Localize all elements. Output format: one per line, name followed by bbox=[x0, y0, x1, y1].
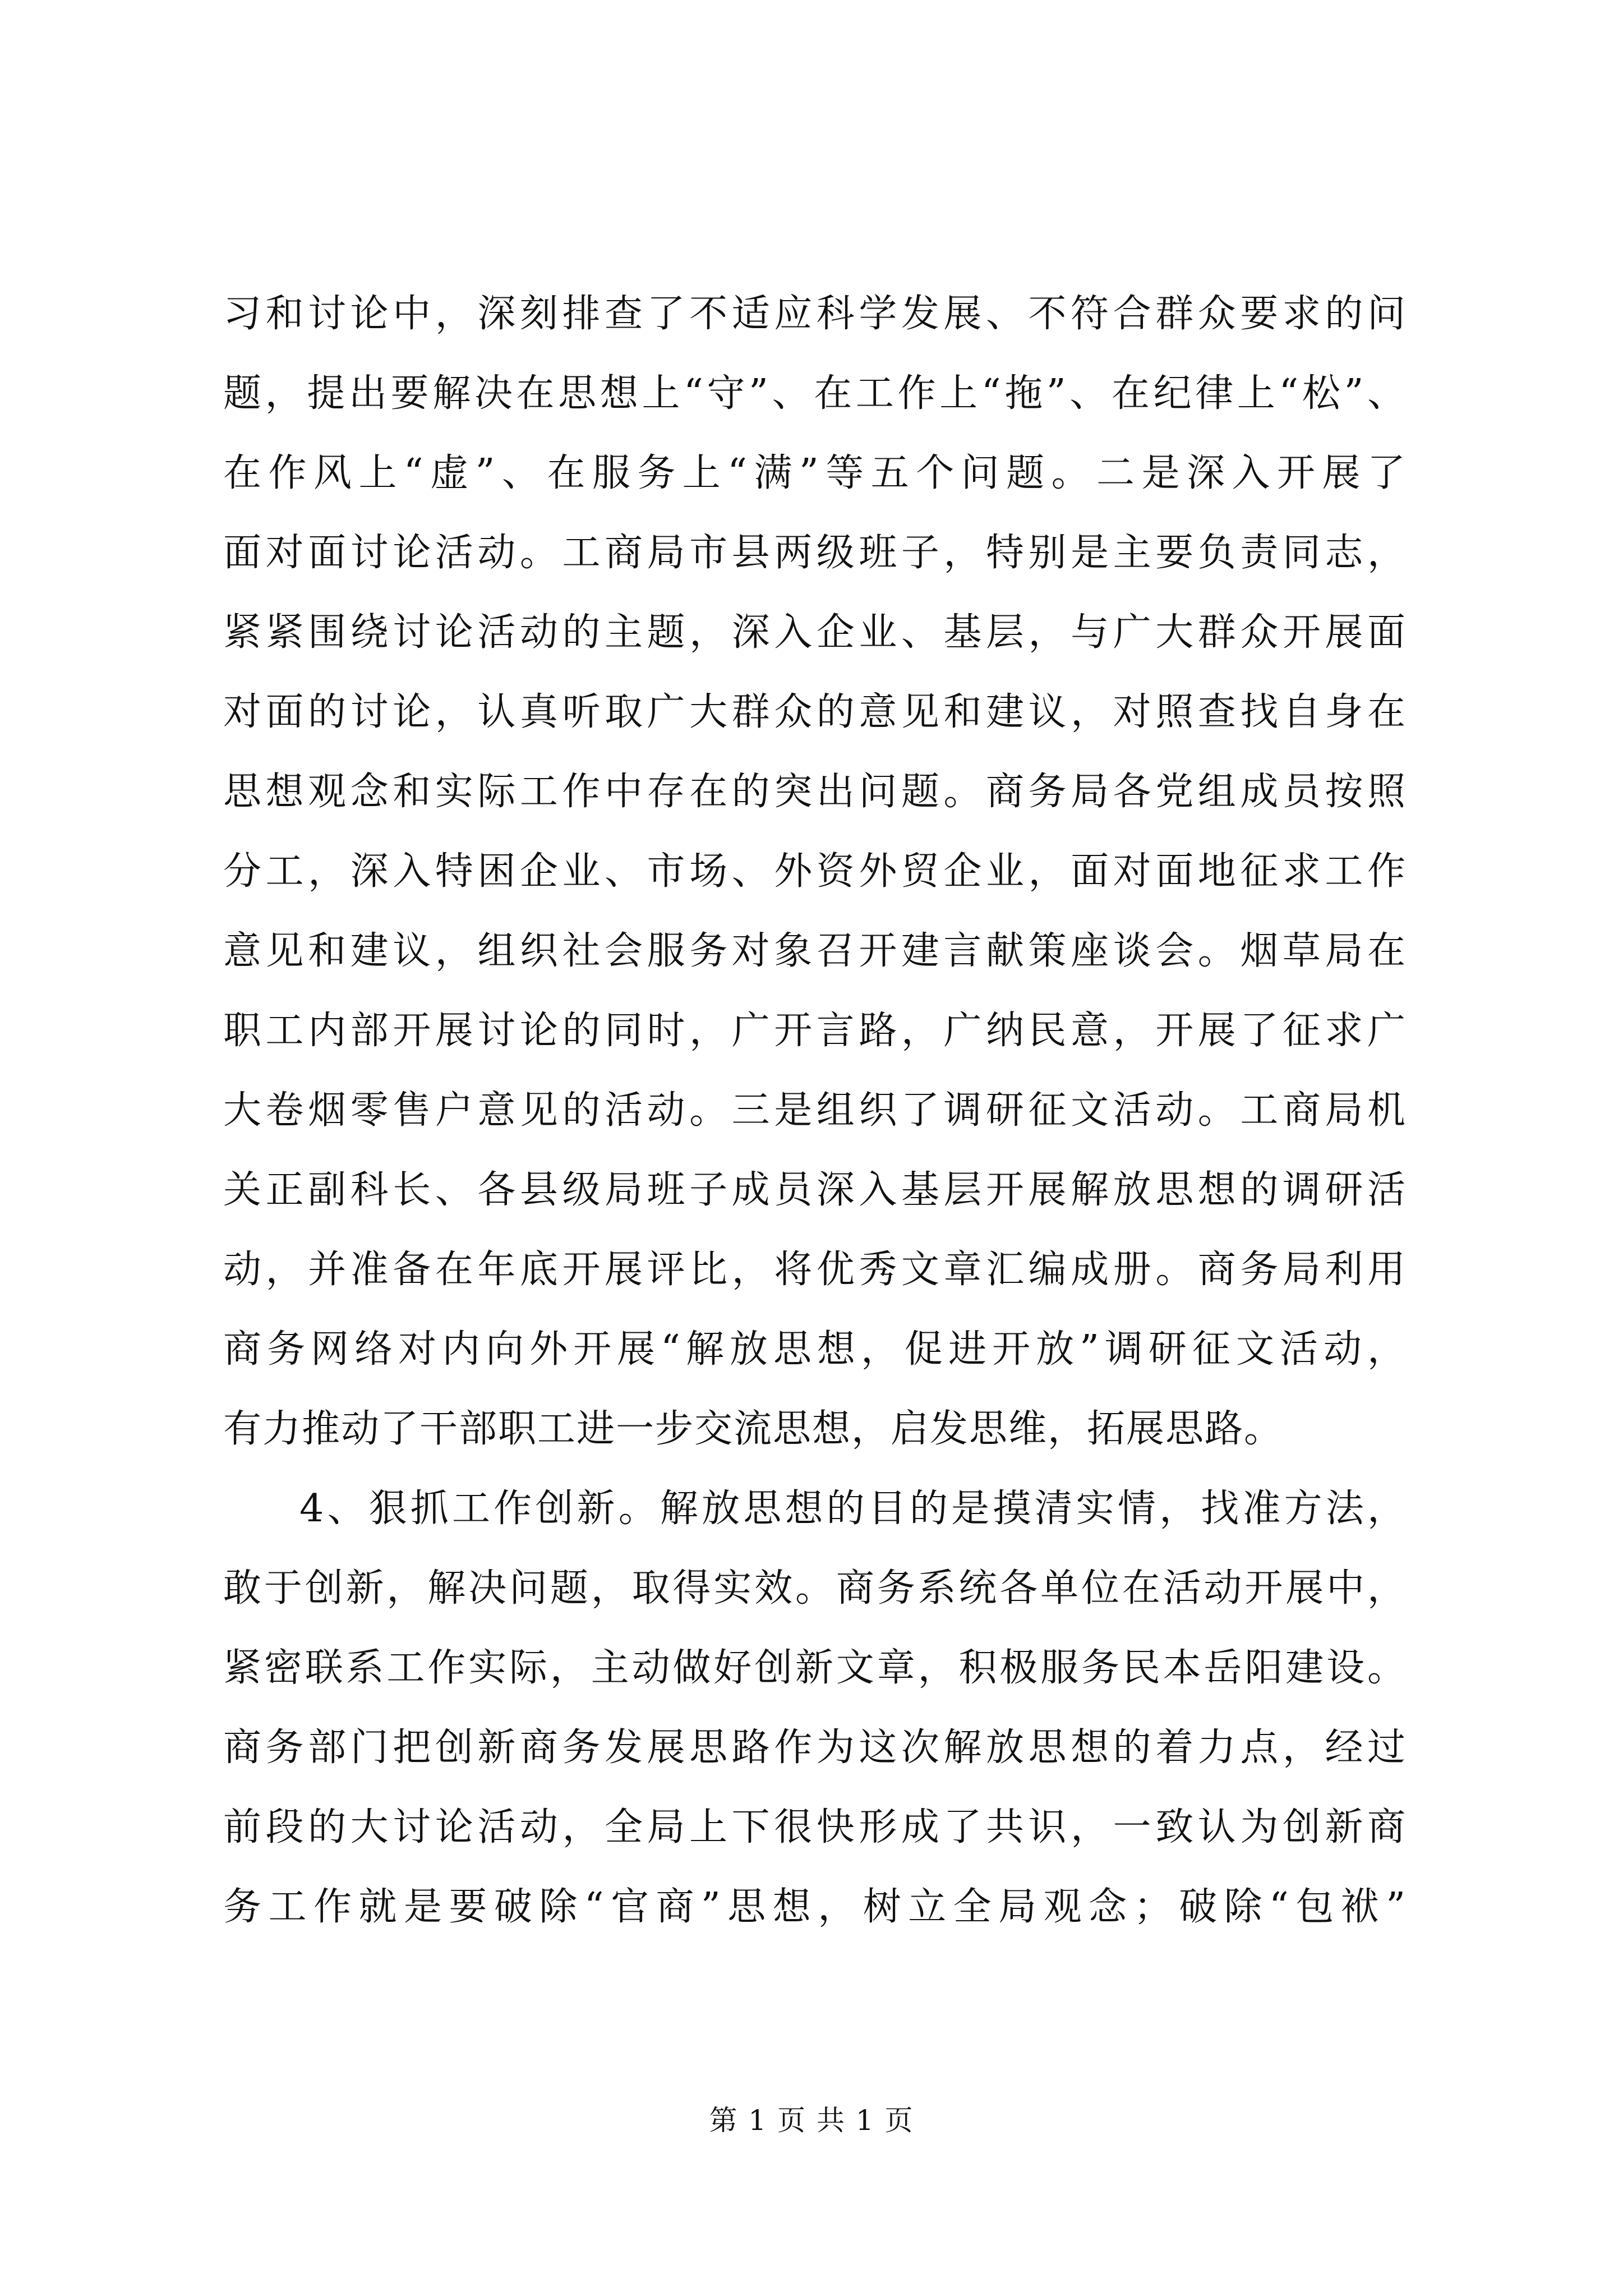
body-text-line: 紧紧围绕讨论活动的主题，深入企业、基层，与广大群众开展面 bbox=[223, 610, 1407, 655]
body-text-line: 商务网络对内向外开展“解放思想，促进开放”调研征文活动， bbox=[223, 1327, 1407, 1372]
page-number-footer: 第 1 页 共 1 页 bbox=[709, 2104, 914, 2137]
body-text-line: 面对面讨论活动。工商局市县两级班子，特别是主要负责同志， bbox=[223, 531, 1407, 575]
body-text-line: 习和讨论中，深刻排查了不适应科学发展、不符合群众要求的问 bbox=[223, 292, 1407, 336]
body-text-line: 务工作就是要破除“官商”思想，树立全局观念；破除“包袱” bbox=[223, 1885, 1407, 1929]
body-text-line: 紧密联系工作实际，主动做好创新文章，积极服务民本岳阳建设。 bbox=[223, 1646, 1407, 1690]
body-text-line: 职工内部开展讨论的同时，广开言路，广纳民意，开展了征求广 bbox=[223, 1009, 1407, 1053]
body-text-line: 题，提出要解决在思想上“守”、在工作上“拖”、在纪律上“松”、 bbox=[223, 371, 1407, 416]
body-text-line: 动，并准备在年底开展评比，将优秀文章汇编成册。商务局利用 bbox=[223, 1248, 1407, 1292]
body-text-line: 意见和建议，组织社会服务对象召开建言献策座谈会。烟草局在 bbox=[223, 929, 1407, 973]
body-text-line: 前段的大讨论活动，全局上下很快形成了共识，一致认为创新商 bbox=[223, 1805, 1407, 1849]
body-text-line: 思想观念和实际工作中存在的突出问题。商务局各党组成员按照 bbox=[223, 770, 1407, 814]
paragraph-first-line: 4、狠抓工作创新。解放思想的目的是摸清实情，找准方法， bbox=[299, 1487, 1407, 1531]
body-text-line: 分工，深入特困企业、市场、外资外贸企业，面对面地征求工作 bbox=[223, 849, 1407, 894]
body-text-line: 大卷烟零售户意见的活动。三是组织了调研征文活动。工商局机 bbox=[223, 1088, 1407, 1133]
body-text-line: 在作风上“虚”、在服务上“满”等五个问题。二是深入开展了 bbox=[223, 451, 1407, 495]
body-text-line: 对面的讨论，认真听取广大群众的意见和建议，对照查找自身在 bbox=[223, 690, 1407, 734]
body-text-line: 有力推动了干部职工进一步交流思想，启发思维，拓展思路。 bbox=[223, 1407, 1284, 1451]
body-text-line: 关正副科长、各县级局班子成员深入基层开展解放思想的调研活 bbox=[223, 1168, 1407, 1212]
body-text-line: 商务部门把创新商务发展思路作为这次解放思想的着力点，经过 bbox=[223, 1726, 1407, 1770]
body-text-line: 敢于创新，解决问题，取得实效。商务系统各单位在活动开展中， bbox=[223, 1566, 1407, 1611]
